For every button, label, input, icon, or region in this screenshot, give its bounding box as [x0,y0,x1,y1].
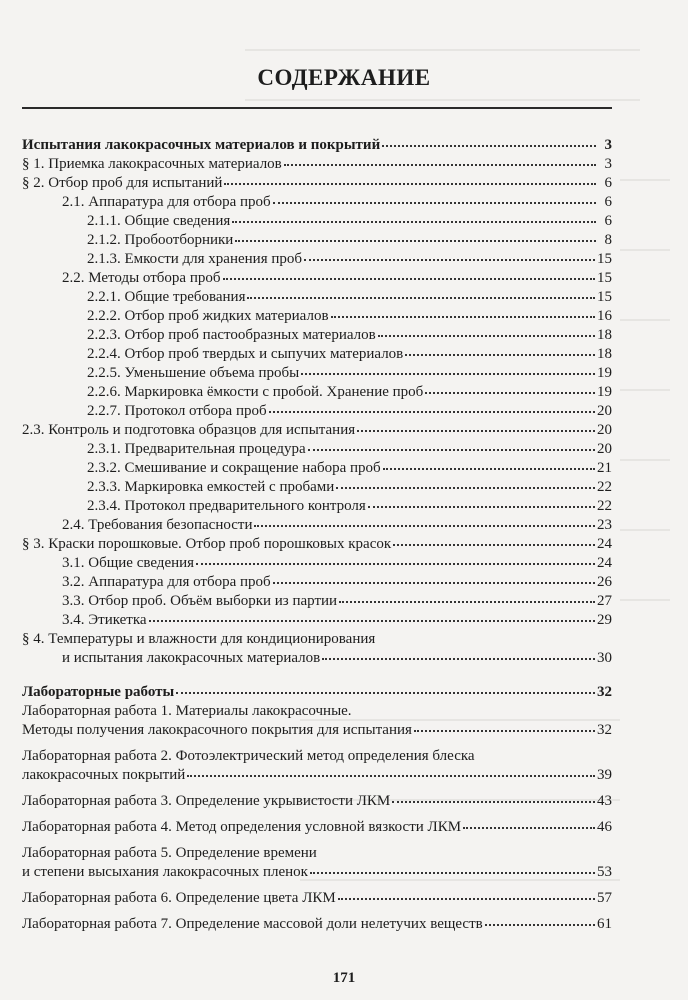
entry-title: 2.1.1. Общие сведения [87,213,231,229]
toc-entry[interactable] [22,611,612,630]
page-number: 27 [597,593,612,609]
dot-leader [368,506,595,508]
entry-title-continued: и степени высыхания лакокрасочных пленок [22,864,308,880]
page-folio: 171 [332,970,356,986]
toc-entry[interactable] [22,345,612,364]
page-number: 32 [597,684,612,700]
page-number: 21 [597,460,612,476]
entry-title: 2.2.2. Отбор проб жидких материалов [87,308,329,324]
dot-leader [378,335,595,337]
entry-title: 2.1. Аппаратура для отбора проб [62,194,271,210]
entry-title: 2.3. Контроль и подготовка образцов для испытания [22,422,356,438]
entry-title: Лабораторная работа 3. Определение укрывистости ЛКМ [22,793,391,809]
dot-leader [405,354,595,356]
dot-leader [463,827,595,829]
page-number: 24 [597,536,612,552]
dot-leader [304,259,595,261]
toc-section-heading[interactable] [22,683,612,702]
entry-title: § 1. Приемка лакокрасочных материалов [22,156,282,172]
toc-entry[interactable] [22,516,612,535]
entry-title: 3.4. Этикетка [62,612,147,628]
toc-entry[interactable] [22,193,612,212]
dot-leader [308,449,595,451]
page-number: 19 [597,365,612,381]
entry-title: § 4. Температуры и влажности для кондиционирования [22,631,376,647]
entry-title: 2.4. Требования безопасности [62,517,253,533]
table-of-contents [22,136,612,934]
section-title: Испытания лакокрасочных материалов и покрытий [22,137,381,153]
dot-leader [223,278,596,280]
toc-entry[interactable] [22,402,612,421]
toc-entry[interactable] [22,554,612,573]
page-number: 20 [597,441,612,457]
toc-entry[interactable] [22,440,612,459]
dot-leader [149,620,595,622]
dot-leader [224,183,596,185]
toc-entry[interactable] [22,364,612,383]
dot-leader [269,411,595,413]
toc-entry[interactable] [22,792,612,811]
page-number: 23 [597,517,612,533]
page-number: 19 [597,384,612,400]
heading-rule [22,107,612,109]
page-number: 20 [597,422,612,438]
toc-entry[interactable] [22,307,612,326]
entry-title: 2.2.3. Отбор проб пастообразных материалов [87,327,376,343]
entry-title-continued: лакокрасочных покрытий [22,767,186,783]
page-number: 53 [597,864,612,880]
entry-title: § 3. Краски порошковые. Отбор проб порошковых красок [22,536,392,552]
toc-section-heading[interactable] [22,136,612,155]
page-number: 3 [604,156,612,172]
dot-leader [425,392,595,394]
toc-entry[interactable] [22,478,612,497]
entry-title: 2.3.1. Предварительная процедура [87,441,306,457]
dot-leader [485,924,595,926]
toc-entry[interactable] [22,459,612,478]
dot-leader [187,775,595,777]
dot-leader [383,468,595,470]
entry-title: 2.2.7. Протокол отбора проб [87,403,267,419]
entry-title: 3.1. Общие сведения [62,555,195,571]
entry-title: 2.2.4. Отбор проб твердых и сыпучих материалов [87,346,404,362]
dot-leader [393,544,595,546]
dot-leader [338,898,595,900]
page-number: 15 [597,289,612,305]
toc-entry[interactable] [22,535,612,554]
dot-leader [331,316,595,318]
entry-title: Лабораторная работа 2. Фотоэлектрический метод определения блеска [22,748,475,764]
dot-leader [301,373,595,375]
entry-title: Лабораторная работа 4. Метод определения условной вязкости ЛКМ [22,819,462,835]
page-number: 6 [604,194,612,210]
dot-leader [310,872,595,874]
page-number: 16 [597,308,612,324]
toc-entry[interactable] [22,231,612,250]
page-heading: СОДЕРЖАНИЕ [257,65,431,90]
dot-leader [336,487,595,489]
toc-entry[interactable] [22,702,612,740]
entry-title: § 2. Отбор проб для испытаний [22,175,223,191]
dot-leader [196,563,595,565]
page-number: 43 [597,793,612,809]
toc-entry[interactable] [22,497,612,516]
page-number: 32 [597,722,612,738]
page-number: 24 [597,555,612,571]
entry-title: 2.3.2. Смешивание и сокращение набора проб [87,460,381,476]
dot-leader [273,202,596,204]
toc-entry[interactable] [22,212,612,231]
entry-title: 2.2.1. Общие требования [87,289,246,305]
dot-leader [322,658,595,660]
toc-entry[interactable] [22,269,612,288]
page-number: 30 [597,650,612,666]
toc-entry[interactable] [22,915,612,934]
page-number: 8 [604,232,612,248]
entry-title: 2.2.6. Маркировка ёмкости с пробой. Хранение проб [87,384,424,400]
page-number: 46 [597,819,612,835]
entry-title: 2.2. Методы отбора проб [62,270,221,286]
entry-title: Лабораторная работа 6. Определение цвета ЛКМ [22,890,336,906]
section-title: Лабораторные работы [22,684,175,700]
entry-title: 3.2. Аппаратура для отбора проб [62,574,271,590]
entry-title: Лабораторная работа 1. Материалы лакокрасочные. [22,703,352,719]
toc-entry[interactable] [22,747,612,785]
toc-entry[interactable] [22,155,612,174]
toc-entry[interactable] [22,818,612,837]
dot-leader [357,430,595,432]
dot-leader [273,582,595,584]
entry-title-continued: и испытания лакокрасочных материалов [62,650,321,666]
page-number: 61 [597,916,612,932]
dot-leader [382,145,596,147]
toc-entry[interactable] [22,889,612,908]
dot-leader [339,601,595,603]
dot-leader [176,692,595,694]
entry-title: Лабораторная работа 7. Определение массовой доли нелетучих веществ [22,916,483,932]
page-number: 20 [597,403,612,419]
page-number: 18 [597,346,612,362]
entry-title: 2.1.2. Пробоотборники [87,232,234,248]
entry-title: 2.3.3. Маркировка емкостей с пробами [87,479,335,495]
dot-leader [392,801,595,803]
page-number: 6 [604,175,612,191]
page-number: 3 [604,137,612,153]
dot-leader [247,297,595,299]
toc-entry[interactable] [22,174,612,193]
entry-title: 2.3.4. Протокол предварительного контроля [87,498,366,514]
toc-entry[interactable] [22,573,612,592]
page-number: 26 [597,574,612,590]
dot-leader [284,164,596,166]
toc-entry[interactable] [22,326,612,345]
entry-title: 2.2.5. Уменьшение объема пробы [87,365,300,381]
dot-leader [254,525,595,527]
toc-entry[interactable] [22,844,612,882]
page-number: 22 [597,479,612,495]
dot-leader [232,221,596,223]
page-number: 29 [597,612,612,628]
page-number: 15 [597,251,612,267]
toc-entry[interactable] [22,421,612,440]
page-number: 39 [597,767,612,783]
dot-leader [235,240,596,242]
entry-title: Лабораторная работа 5. Определение времени [22,845,317,861]
entry-title: 3.3. Отбор проб. Объём выборки из партии [62,593,338,609]
toc-entry[interactable] [22,288,612,307]
entry-title-continued: Методы получения лакокрасочного покрытия для испытания [22,722,412,738]
entry-title: 2.1.3. Емкости для хранения проб [87,251,303,267]
dot-leader [414,730,595,732]
page-number: 15 [597,270,612,286]
toc-entry[interactable] [22,592,612,611]
toc-entry[interactable] [22,383,612,402]
page-number: 22 [597,498,612,514]
page-number: 6 [604,213,612,229]
toc-entry[interactable] [22,250,612,269]
page-number: 18 [597,327,612,343]
toc-entry[interactable] [22,630,612,668]
page-number: 57 [597,890,612,906]
